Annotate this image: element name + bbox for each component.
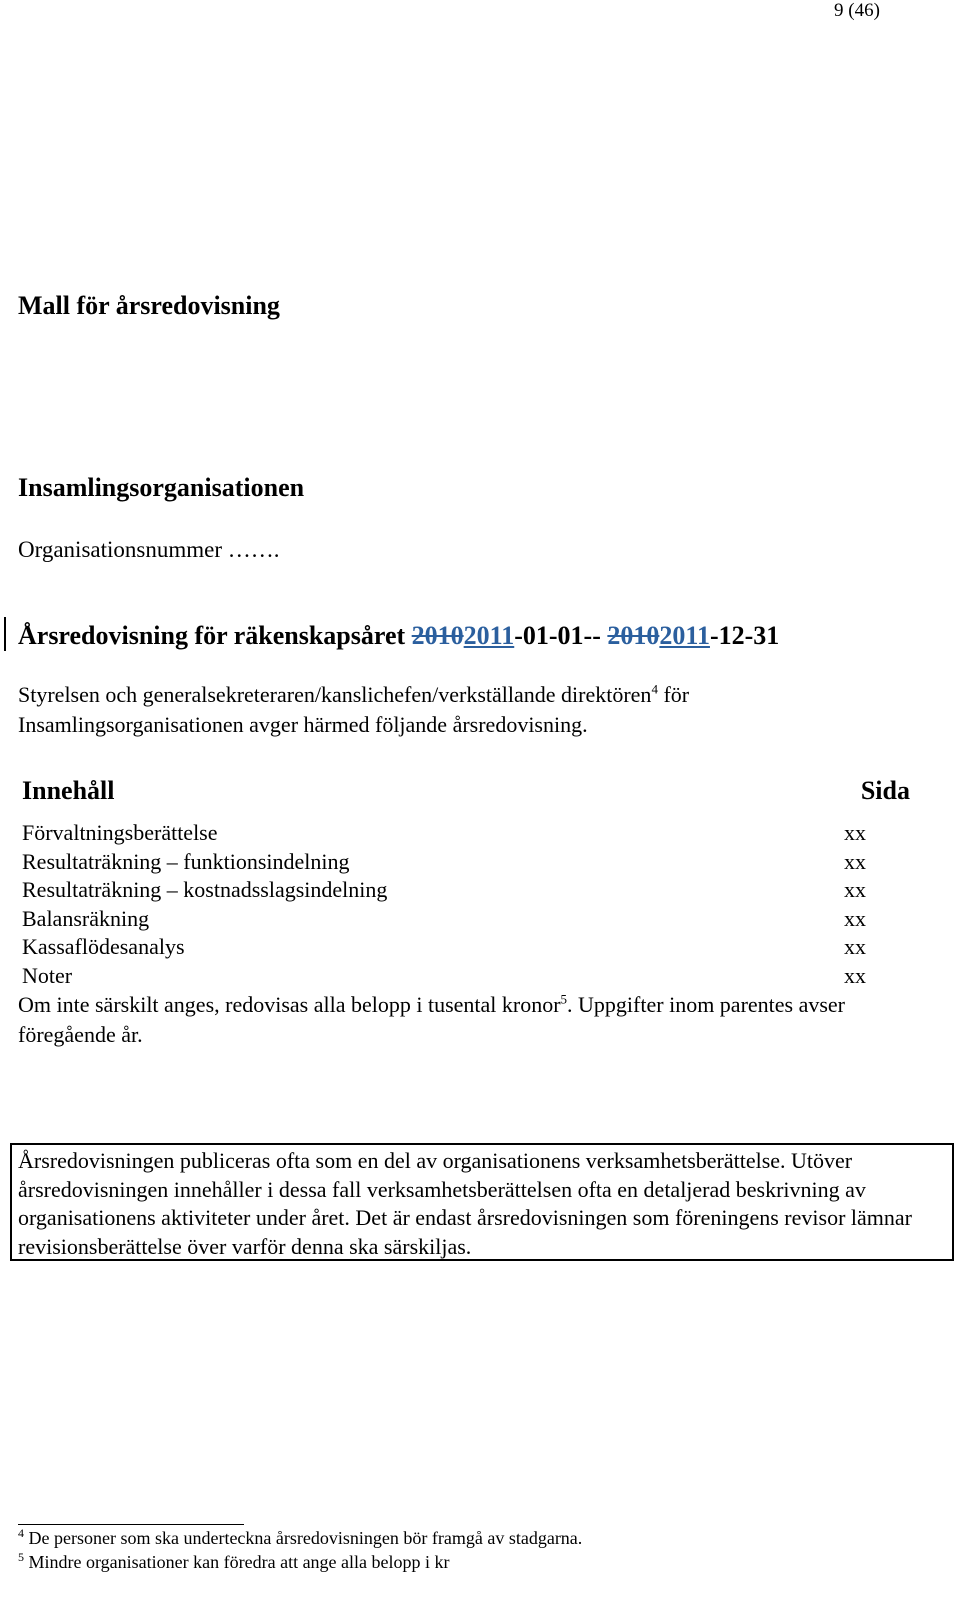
toc-heading: Innehåll <box>22 776 115 805</box>
deleted-end-year: 2010 <box>607 621 660 650</box>
footnote-text: Mindre organisationer kan föredra att ange alla belopp i kr <box>24 1552 450 1572</box>
amounts-note-after: . Uppgifter inom parentes avser föregående år. <box>18 992 846 1047</box>
intro-text-after: för Insamlingsorganisationen avger härmed följande årsredovisning. <box>18 682 690 737</box>
toc-item[interactable] <box>22 905 910 934</box>
footnote-ref-5[interactable]: 5 <box>560 991 568 1007</box>
toc-item-label: Kassaflödesanalys <box>22 934 185 960</box>
intro-paragraph <box>18 680 918 740</box>
start-date-rest: -01-01-- <box>514 621 608 650</box>
fiscal-year-heading <box>18 620 779 652</box>
footnote-5 <box>18 1550 450 1574</box>
change-bar <box>4 617 6 651</box>
toc-item-page: xx <box>844 877 866 903</box>
info-box: Årsredovisningen publiceras ofta som en del av organisationens verksamhetsberättelse. Utöver årsredovisningen innehåller i dessa fall verksamhetsberättelsen ofta en detaljerad beskrivning av organisationens aktiviteter under året. Det är endast årsredovisningen som föreningens revisor lämnar revisionsberättelse över varför denna ska särskiljas. <box>10 1143 954 1261</box>
toc-page-heading: Sida <box>860 776 910 805</box>
toc-item-label: Balansräkning <box>22 905 150 931</box>
toc-item-page: xx <box>844 905 866 931</box>
toc-item[interactable] <box>22 962 910 991</box>
fiscal-year-prefix: Årsredovisning för räkenskapsåret <box>18 621 412 650</box>
intro-text-before: Styrelsen och generalsekreteraren/kanslichefen/verkställande direktören <box>18 682 652 707</box>
deleted-start-year: 2010 <box>411 621 464 650</box>
toc-item[interactable] <box>22 933 910 962</box>
document-title: Mall för årsredovisning <box>18 291 280 320</box>
toc-item-label: Förvaltningsberättelse <box>22 820 218 845</box>
page-number: 9 (46) <box>834 0 880 21</box>
amounts-note-before: Om inte särskilt anges, redovisas alla belopp i tusental kronor <box>18 992 561 1017</box>
inserted-start-year: 2011 <box>463 621 515 650</box>
toc-item[interactable] <box>22 819 910 848</box>
toc-item[interactable] <box>22 876 910 905</box>
footnote-4 <box>18 1526 582 1550</box>
footnote-text: De personer som ska underteckna årsredovisningen bör framgå av stadgarna. <box>24 1528 583 1548</box>
toc-item-label: Resultaträkning – kostnadsslagsindelning <box>22 877 388 903</box>
footnote-number: 4 <box>18 1526 24 1540</box>
org-number-label: Organisationsnummer ……. <box>18 537 280 562</box>
end-date-rest: -12-31 <box>709 621 780 650</box>
footnote-separator <box>18 1524 244 1525</box>
toc-header <box>22 775 910 819</box>
toc-item-page: xx <box>844 848 866 874</box>
toc-item[interactable] <box>22 848 910 877</box>
inserted-end-year: 2011 <box>659 621 710 650</box>
toc-item-page: xx <box>844 934 866 960</box>
toc-item-label: Resultaträkning – funktionsindelning <box>22 848 350 874</box>
organization-name: Insamlingsorganisationen <box>18 473 305 502</box>
toc-item-page: xx <box>844 962 866 988</box>
toc-item-page: xx <box>844 820 866 845</box>
amounts-note <box>18 990 918 1050</box>
footnote-number: 5 <box>18 1550 24 1564</box>
toc-item-label: Noter <box>22 962 73 988</box>
table-of-contents <box>22 775 910 991</box>
footnote-ref-4[interactable]: 4 <box>651 681 658 697</box>
